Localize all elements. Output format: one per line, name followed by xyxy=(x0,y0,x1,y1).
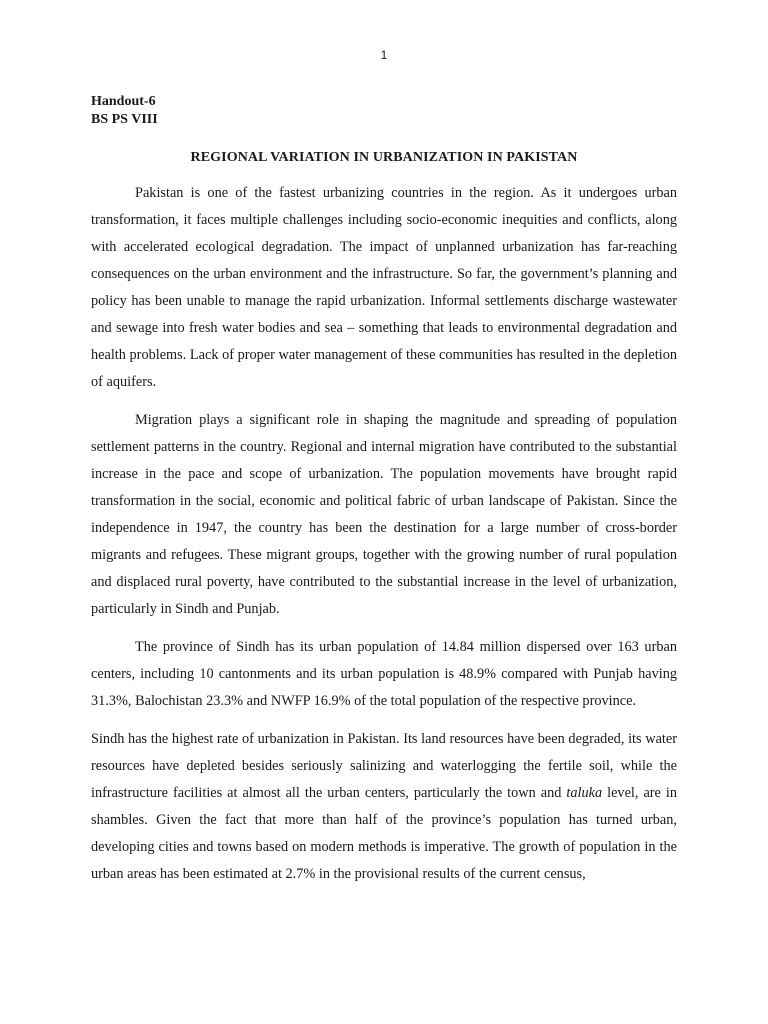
paragraph-4-part-1: Sindh has the highest rate of urbanization in Pakistan. Its land resources have been degraded, its water resources have depleted besides seriously salinizing and waterlogging the fertile soil, while the infrastructure facilities at almost all the urban centers, particularly the town and xyxy=(91,731,677,801)
paragraph-4-italic-term: taluka xyxy=(566,785,603,801)
document-title: REGIONAL VARIATION IN URBANIZATION IN PAKISTAN xyxy=(190,150,578,165)
paragraph-2: Migration plays a significant role in shaping the magnitude and spreading of population settlement patterns in the country. Regional and internal migration have contributed to the substantial increase in the pace and scope of urbanization. The population movements have brought rapid transformation in the social, economic and political fabric of urban landscape of Pakistan. Since the independence in 1947, the country has been the destination for a large number of cross-border migrants and refugees. These migrant groups, together with the growing number of rural population and displaced rural poverty, have contributed to the substantial increase in the level of urbanization, particularly in Sindh and Punjab. xyxy=(91,412,677,617)
paragraph-4 xyxy=(91,726,677,888)
paragraph-3: The province of Sindh has its urban population of 14.84 million dispersed over 163 urban centers, including 10 cantonments and its urban population is 48.9% compared with Punjab having 31.3%, Balochistan 23.3% and NWFP 16.9% of the total population of the respective province. xyxy=(91,639,677,709)
course-label: BS PS VIII xyxy=(91,112,158,127)
page-number: 1 xyxy=(380,48,388,62)
paragraph-4-part-2: level, are in shambles. Given the fact that more than half of the province’s population has turned urban, developing cities and towns based on modern methods is imperative. The growth of population in the urban areas has been estimated at 2.7% in the provisional results of the current census, xyxy=(91,785,677,882)
document-body xyxy=(91,180,677,888)
handout-header xyxy=(91,93,158,129)
handout-label: Handout-6 xyxy=(91,94,156,109)
paragraph-1: Pakistan is one of the fastest urbanizing countries in the region. As it undergoes urban transformation, it faces multiple challenges including socio-economic inequities and conflicts, along with accelerated ecological degradation. The impact of unplanned urbanization has far-reaching consequences on the urban environment and the infrastructure. So far, the government’s planning and policy has been unable to manage the rapid urbanization. Informal settlements discharge wastewater and sewage into fresh water bodies and sea – something that leads to environmental degradation and health problems. Lack of proper water management of these communities has resulted in the depletion of aquifers. xyxy=(91,185,677,390)
